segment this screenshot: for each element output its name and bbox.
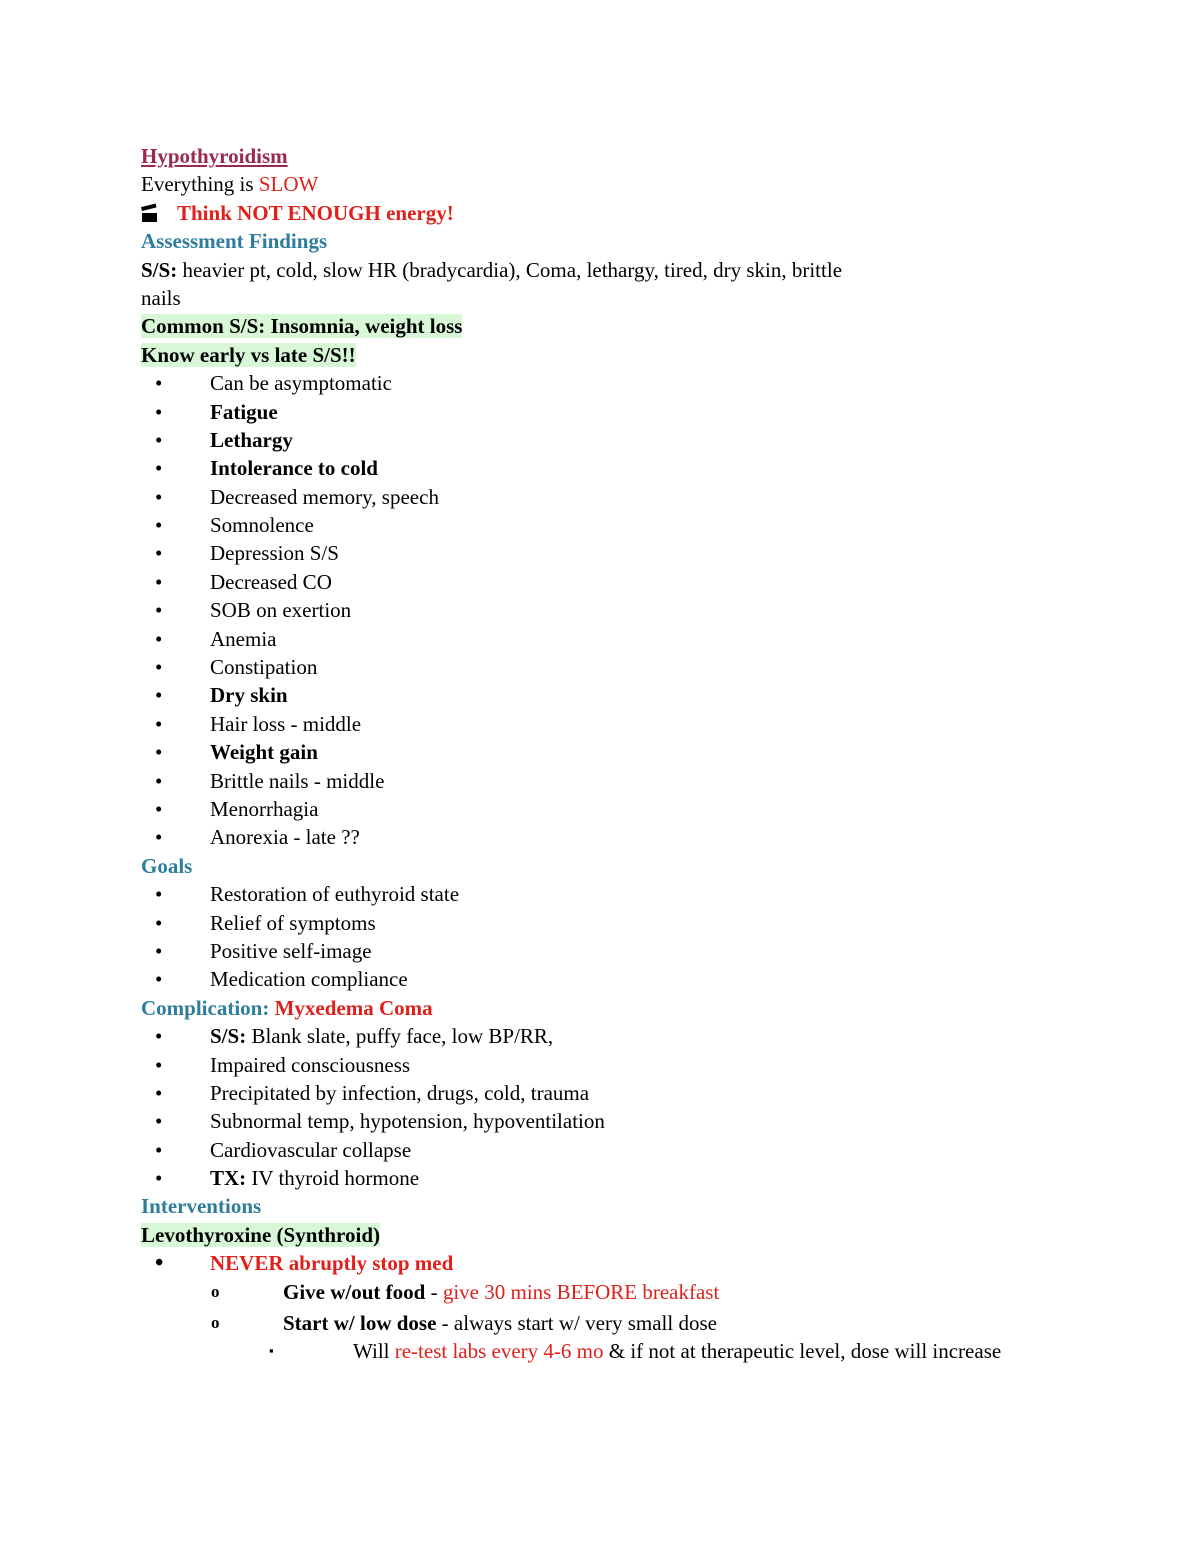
list-item [141, 1051, 1041, 1079]
complication-tx-label: TX: [210, 1166, 247, 1191]
complication-heading: Complication: [141, 995, 275, 1020]
complication-emphasis: Myxedema Coma [274, 995, 433, 1020]
list-item [141, 454, 1041, 482]
slow-line [141, 170, 1041, 198]
interventions-heading-line [141, 1192, 1041, 1220]
complication-ss-text: Blank slate, puffy face, low BP/RR, [246, 1024, 554, 1049]
clapperboard-icon [141, 207, 157, 221]
sub-item-dose [141, 1309, 1041, 1337]
list-item [141, 710, 1041, 738]
goals-heading-line [141, 852, 1041, 880]
list-item [141, 1022, 1041, 1050]
list-item-text: Fatigue [210, 399, 278, 424]
assessment-heading-line [141, 227, 1041, 255]
list-item-text: Brittle nails - middle [210, 768, 385, 793]
assessment-ss-label: S/S: [141, 257, 178, 282]
list-item [141, 909, 1041, 937]
list-item [141, 625, 1041, 653]
bullet-icon: • [155, 1024, 163, 1049]
sub2-bold: Start w/ low dose [283, 1311, 437, 1336]
complication-list [141, 1051, 1041, 1165]
bullet-icon: • [155, 1109, 163, 1134]
bullet-icon: • [155, 541, 163, 566]
list-item [141, 795, 1041, 823]
bullet-icon: • [155, 711, 163, 736]
page-title-line [141, 142, 1041, 170]
drug-name: Levothyroxine (Synthroid) [141, 1222, 380, 1247]
sub3-red: re-test labs every 4-6 mo [394, 1339, 604, 1364]
list-item [141, 1079, 1041, 1107]
circle-bullet-icon: o [211, 1313, 220, 1333]
list-item-text: Constipation [210, 655, 318, 680]
bullet-icon: • [155, 598, 163, 623]
circle-bullet-icon: o [211, 1281, 220, 1301]
bullet-icon: • [155, 1080, 163, 1105]
bullet-icon: • [155, 796, 163, 821]
bullet-icon: • [155, 938, 163, 963]
drug-line [141, 1221, 1041, 1249]
list-item-text: Somnolence [210, 513, 314, 538]
list-item-text: Positive self-image [210, 938, 372, 963]
list-item [141, 767, 1041, 795]
list-item-text: Impaired consciousness [210, 1052, 411, 1077]
common-ss-line [141, 312, 1041, 340]
square-bullet-icon: ▪ [269, 1343, 274, 1359]
list-item [141, 738, 1041, 766]
know-text: Know early vs late S/S!! [141, 342, 356, 367]
list-item-text: Anemia [210, 626, 277, 651]
bullet-icon: • [155, 626, 163, 651]
list-item-text: Can be asymptomatic [210, 371, 392, 396]
sub1-bold: Give w/out food [283, 1279, 426, 1304]
common-ss-text: Common S/S: Insomnia, weight loss [141, 314, 463, 339]
slow-emphasis: SLOW [258, 172, 319, 197]
list-item-text: Decreased memory, speech [210, 484, 439, 509]
list-item-text: Decreased CO [210, 569, 332, 594]
goals-heading: Goals [141, 853, 193, 878]
bullet-icon: • [155, 484, 163, 509]
bullet-icon: • [155, 1052, 163, 1077]
sub-sub-item-labs [141, 1337, 1041, 1394]
list-item-text: SOB on exertion [210, 598, 352, 623]
bullet-icon: • [155, 513, 163, 538]
list-item [141, 1164, 1041, 1192]
bullet-icon: • [155, 1137, 163, 1162]
bullet-icon: • [155, 910, 163, 935]
complication-tx-text: IV thyroid hormone [246, 1166, 420, 1191]
list-item-text: Subnormal temp, hypotension, hypoventilation [210, 1109, 605, 1134]
slow-prefix: Everything is [141, 172, 259, 197]
assessment-heading: Assessment Findings [141, 229, 328, 254]
sub1-sep: - [425, 1279, 443, 1304]
list-item-text: Relief of symptoms [210, 910, 376, 935]
bullet-icon: • [155, 825, 163, 850]
never-line [141, 1249, 1041, 1277]
list-item [141, 539, 1041, 567]
sub3-pre: Will [353, 1339, 395, 1364]
goals-list [141, 880, 1041, 994]
list-item [141, 1107, 1041, 1135]
bullet-icon: • [155, 882, 163, 907]
bullet-icon: • [155, 371, 163, 396]
interventions-heading: Interventions [141, 1194, 262, 1219]
list-item-text: Depression S/S [210, 541, 339, 566]
list-item-text: Anorexia - late ?? [210, 825, 360, 850]
sub3-post: & if not at therapeutic level, dose will increase [603, 1339, 1002, 1364]
bullet-icon: • [155, 569, 163, 594]
list-item-text: Cardiovascular collapse [210, 1137, 412, 1162]
list-item [141, 880, 1041, 908]
bullet-icon: • [155, 683, 163, 708]
bullet-icon: • [155, 740, 163, 765]
list-item [141, 596, 1041, 624]
list-item [141, 937, 1041, 965]
list-item-text: Precipitated by infection, drugs, cold, trauma [210, 1080, 590, 1105]
sub1-red: give 30 mins BEFORE breakfast [442, 1279, 720, 1304]
assessment-ss-text: heavier pt, cold, slow HR (bradycardia), Coma, lethargy, tired, dry skin, brittle [177, 257, 843, 282]
list-item [141, 568, 1041, 596]
list-item [141, 511, 1041, 539]
list-item-text: Hair loss - middle [210, 711, 362, 736]
list-item [141, 965, 1041, 993]
list-item [141, 426, 1041, 454]
never-text: NEVER abruptly stop med [210, 1251, 454, 1276]
bullet-icon: • [155, 967, 163, 992]
complication-ss-label: S/S: [210, 1024, 247, 1049]
list-item [141, 653, 1041, 681]
list-item [141, 823, 1041, 851]
sub-item-food [141, 1278, 1041, 1306]
list-item-text: Restoration of euthyroid state [210, 882, 460, 907]
complication-heading-line [141, 994, 1041, 1022]
list-item [141, 398, 1041, 426]
bullet-icon: • [155, 399, 163, 424]
list-item-text: Weight gain [210, 740, 318, 765]
list-item [141, 369, 1041, 397]
bullet-icon: • [155, 427, 163, 452]
list-item [141, 483, 1041, 511]
bullet-icon: • [155, 655, 163, 680]
assessment-ss-line-2 [141, 284, 1041, 312]
bullet-icon: • [155, 1250, 164, 1277]
list-item-text: Menorrhagia [210, 796, 319, 821]
think-text: Think NOT ENOUGH energy! [177, 200, 454, 225]
list-item [141, 1136, 1041, 1164]
think-line [141, 199, 1041, 227]
list-item-text: Lethargy [210, 427, 293, 452]
list-item-text: Dry skin [210, 683, 288, 708]
bullet-icon: • [155, 1166, 163, 1191]
assessment-ss-text-2: nails [141, 285, 181, 310]
list-item-text: Intolerance to cold [210, 456, 378, 481]
list-item [141, 681, 1041, 709]
page-title: Hypothyroidism [141, 144, 288, 168]
sub2-rest: - always start w/ very small dose [436, 1311, 717, 1336]
assessment-list [141, 369, 1041, 852]
assessment-ss-line [141, 256, 1041, 284]
document-body [141, 142, 1041, 1394]
bullet-icon: • [155, 456, 163, 481]
know-line [141, 341, 1041, 369]
bullet-icon: • [155, 768, 163, 793]
list-item-text: Medication compliance [210, 967, 408, 992]
